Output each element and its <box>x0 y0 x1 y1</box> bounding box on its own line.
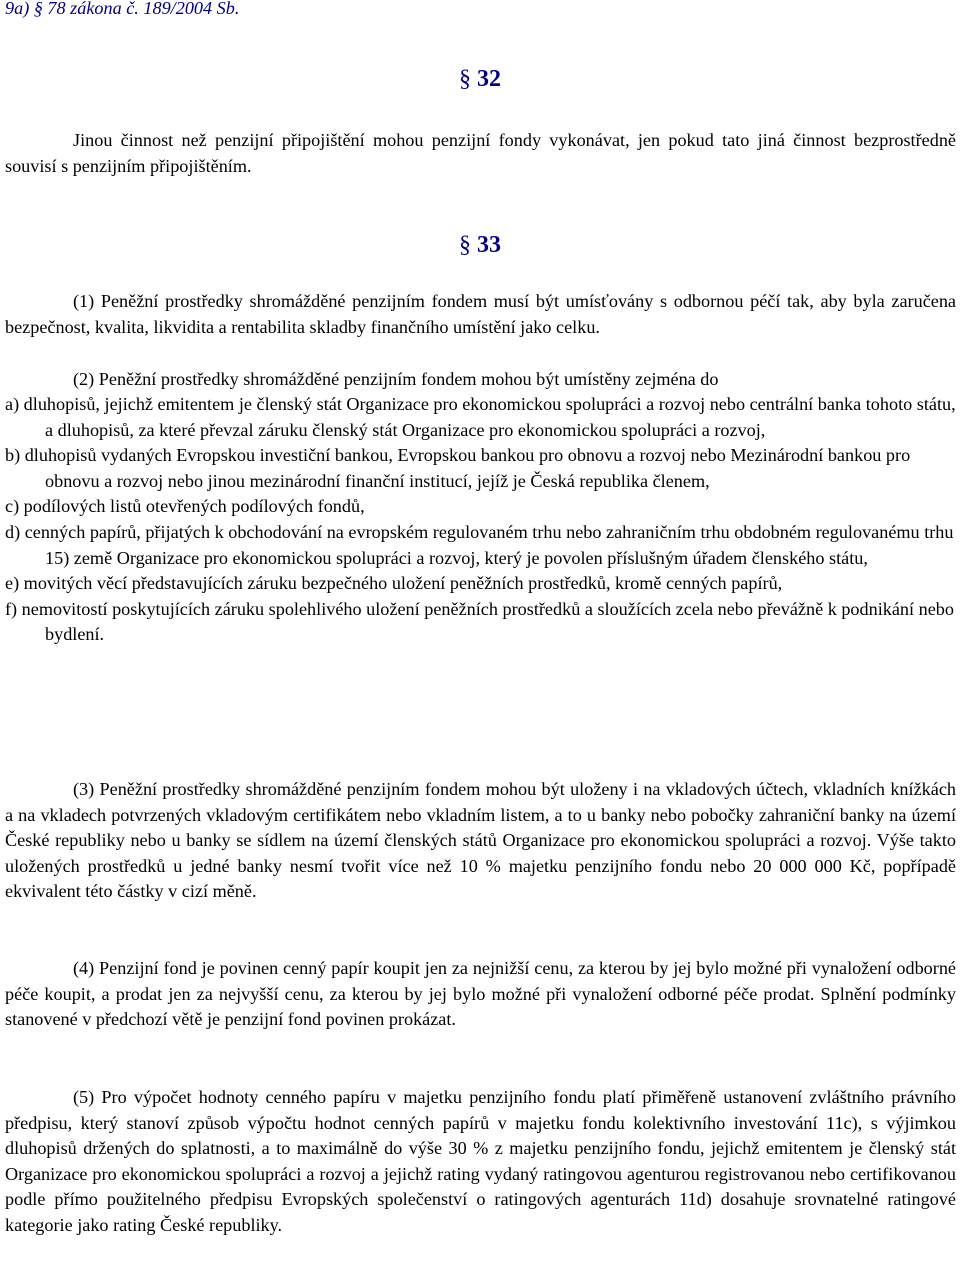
list-item: c) podílových listů otevřených podílových fondů, <box>5 496 365 517</box>
list-item: e) movitých věcí představujících záruku bezpečného uložení peněžních prostředků, kromě cenných papírů, <box>5 573 783 594</box>
section-32-paragraph: Jinou činnost než penzijní připojištění mohou penzijní fondy vykonávat, jen pokud tato jiná činnost bezprostředně souvisí s penzijním připojištěním. <box>5 130 956 176</box>
list-item: f) nemovitostí poskytujících záruku spolehlivého uložení peněžních prostředků a sloužících zcela nebo převážně k podnikání nebo bydlení. <box>5 598 954 645</box>
investment-list <box>5 392 956 648</box>
section-number: 32 <box>477 66 501 92</box>
list-item: b) dluhopisů vydaných Evropskou investiční bankou, Evropskou bankou pro obnovu a rozvoj nebo Mezinárodní bankou pro obnovu a rozvoj nebo jinou mezinárodní finanční institucí, jejíž je Česká republika členem, <box>5 445 911 491</box>
section-heading-32 <box>0 64 960 94</box>
section-33-paragraph-5: (5) Pro výpočet hodnoty cenného papíru v majetku penzijního fondu platí přiměřeně ustanovení zvláštního právního předpisu, který stanoví způsob výpočtu hodnot cenných papírů v majetku fondu kolektivního investování 11c), s výjimkou dluhopisů držených do splatnosti, a to maximálně do výše 30 % z majetku penzijního fondu, jejichž emitentem je členský stát Organizace pro ekonomickou spolupráci a rozvoj a jejichž rating vydaný ratingovou agenturou registrovanou nebo certifikovanou podle přímo použitelného předpisu Evropských společenství o ratingových agenturách 11d) dosahuje srovnatelné ratingové kategorie jako rating České republiky. <box>5 1087 956 1235</box>
section-33-paragraph-4: (4) Penzijní fond je povinen cenný papír koupit jen za nejnižší cenu, za kterou by jej bylo možné při vynaložení odborné péče koupit, a prodat jen za nejvyšší cenu, za kterou by jej bylo možné při vynaložení odborné péče prodat. Splnění podmínky stanovené v předchozí větě je penzijní fond povinen prokázat. <box>5 958 956 1030</box>
section-mark: § <box>459 232 471 258</box>
list-item: d) cenných papírů, přijatých k obchodování na evropském regulovaném trhu nebo zahraničním trhu obdobném regulovanému trhu 15) země Organizace pro ekonomickou spolupráci a rozvoj, který je povolen příslušným úřadem členského státu, <box>5 521 954 568</box>
list-item: a) dluhopisů, jejichž emitentem je členský stát Organizace pro ekonomickou spolupráci a rozvoj nebo centrální banka tohoto státu, a dluhopisů, za které převzal záruku členský stát Organizace pro ekonomickou spolupráci a rozvoj, <box>5 394 956 440</box>
section-33-paragraph-1: (1) Peněžní prostředky shromážděné penzijním fondem musí být umísťovány s odbornou péčí tak, aby byla zaručena bezpečnost, kvalita, likvidita a rentabilita skladby finančního umístění jako celku. <box>5 291 956 337</box>
section-33-paragraph-2-intro: (2) Peněžní prostředky shromážděné penzijním fondem mohou být umístěny zejména do <box>73 369 719 389</box>
footnote-reference[interactable]: 9a) § 78 zákona č. 189/2004 Sb. <box>5 0 240 18</box>
section-33-paragraph-3: (3) Peněžní prostředky shromážděné penzijním fondem mohou být uloženy i na vkladových účtech, vkladních knížkách a na vkladech potvrzených vkladovým certifikátem nebo vkladním listem, a to u banky nebo pobočky zahraniční banky na území České republiky nebo u banky se sídlem na území členských států Organizace pro ekonomickou spolupráci a rozvoj. Výše takto uložených prostředků u jedné banky nesmí tvořit více než 10 % majetku penzijního fondu nebo 20 000 000 Kč, popřípadě ekvivalent této částky v cizí měně. <box>5 779 956 902</box>
section-mark: § <box>459 66 471 92</box>
section-heading-33 <box>0 230 960 260</box>
section-number: 33 <box>477 232 501 258</box>
